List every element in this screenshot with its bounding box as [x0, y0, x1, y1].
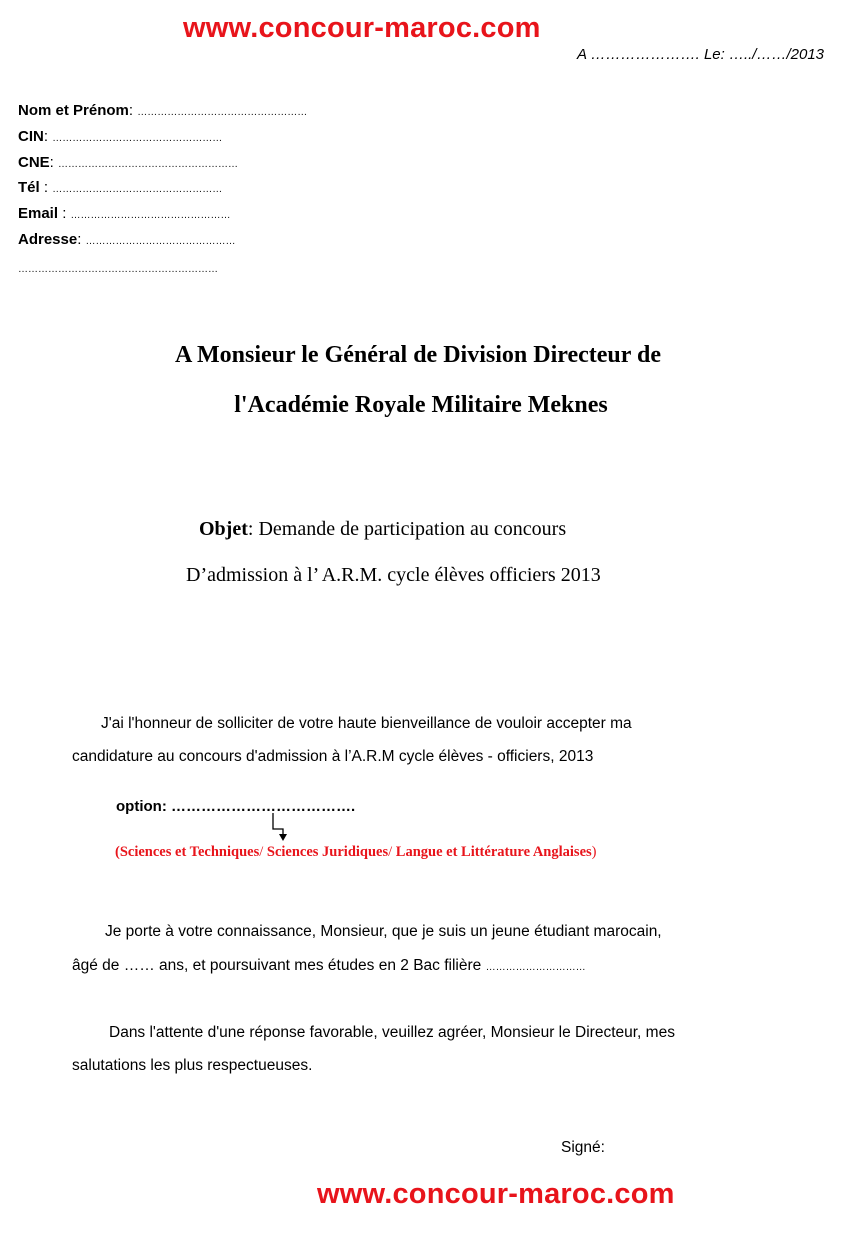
field-email	[18, 205, 231, 222]
field-label: Email	[18, 205, 59, 222]
choice-separator: /	[388, 844, 396, 860]
objet-line-2: D’admission à l’ A.R.M. cycle élèves officiers 2013	[186, 564, 601, 586]
field-dots: ……………………………………………………	[18, 264, 218, 275]
option-choices	[115, 844, 597, 861]
field-dots: …………………………………………	[70, 210, 231, 221]
date-line: A …………………. Le: …../……/2013	[577, 46, 825, 63]
field-label: Tél	[18, 179, 40, 196]
paragraph-2-text: âgé de …… ans, et poursuivant mes études en 2 Bac filière	[72, 957, 486, 974]
objet-label: Objet	[199, 518, 248, 540]
field-sep: :	[58, 205, 71, 222]
field-nom-prenom	[18, 102, 307, 119]
field-label: Nom et Prénom	[18, 102, 129, 119]
paragraph-2-line-1: Je porte à votre connaissance, Monsieur, que je suis un jeune étudiant marocain,	[105, 923, 662, 940]
choices-open-paren: (	[115, 844, 120, 860]
choice-sciences-techniques: Sciences et Techniques	[119, 844, 260, 860]
field-sep: :	[39, 179, 53, 196]
field-label: Adresse	[18, 231, 78, 248]
field-dots: ………………………………………	[85, 236, 236, 247]
option-label: option:	[116, 798, 167, 815]
paragraph-2-line-2	[72, 957, 586, 975]
field-dots: ……………………………………………	[52, 184, 223, 195]
arrow-down-icon	[268, 812, 292, 842]
field-sep: :	[43, 128, 53, 145]
watermark-bottom[interactable]: www.concour-maroc.com	[317, 1178, 675, 1210]
field-label: CIN	[18, 128, 44, 145]
choice-separator: /	[259, 844, 267, 860]
field-cin	[18, 128, 222, 145]
signature-label: Signé:	[561, 1139, 605, 1156]
field-cne	[18, 154, 238, 171]
field-sep: :	[77, 231, 86, 248]
option-line	[116, 798, 355, 815]
recipient-line-1: A Monsieur le Général de Division Directeur de	[175, 342, 661, 368]
watermark-top[interactable]: www.concour-maroc.com	[183, 12, 541, 44]
paragraph-3-line-2: salutations les plus respectueuses.	[72, 1057, 313, 1074]
option-dots: ……………………………….	[170, 798, 356, 815]
paragraph-1-line-2: candidature au concours d'admission à l’A.R.M cycle élèves - officiers, 2013	[72, 748, 594, 765]
field-dots: ………………………………………………	[58, 159, 239, 170]
field-tel	[18, 179, 222, 196]
choice-sciences-juridiques: Sciences Juridiques	[266, 844, 389, 860]
field-sep: :	[128, 102, 138, 119]
field-dots: ……………………………………………	[52, 133, 223, 144]
field-adresse	[18, 231, 236, 248]
paragraph-1-line-1: J'ai l'honneur de solliciter de votre haute bienveillance de vouloir accepter ma	[101, 715, 632, 732]
field-adresse-continuation	[18, 259, 218, 276]
field-sep: :	[49, 154, 59, 171]
field-label: CNE	[18, 154, 50, 171]
paragraph-3-line-1: Dans l'attente d'une réponse favorable, veuillez agréer, Monsieur le Directeur, mes	[109, 1024, 675, 1041]
objet-line-1	[199, 518, 566, 541]
field-dots: ……………………………………………	[137, 107, 308, 118]
choices-close-paren: )	[591, 844, 597, 860]
filiere-dots: …………………………	[485, 962, 586, 973]
recipient-line-2: l'Académie Royale Militaire Meknes	[234, 392, 608, 418]
choice-langue-litterature: Langue et Littérature Anglaises	[395, 844, 592, 860]
objet-text: : Demande de participation au concours	[247, 518, 567, 540]
